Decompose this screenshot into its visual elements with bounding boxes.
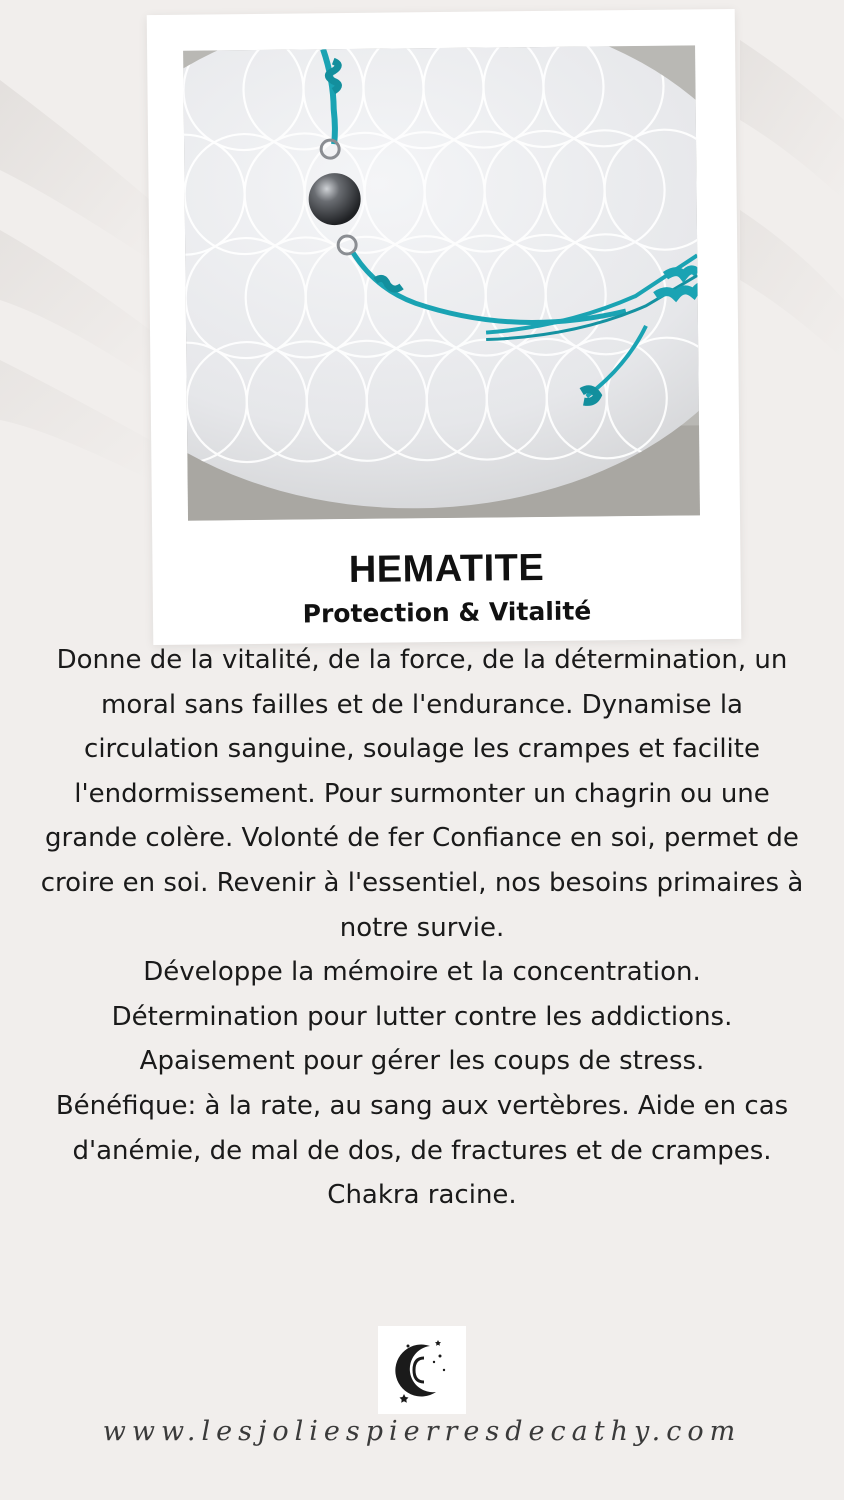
- stone-title: HEMATITE: [348, 546, 545, 592]
- description-paragraph: Bénéfique: à la rate, au sang aux vertèbres. Aide en cas d'anémie, de mal de dos, de fractures et de crampes.: [55, 1090, 789, 1166]
- polaroid-card: [147, 9, 742, 645]
- description-paragraph: Donne de la vitalité, de la force, de la détermination, un moral sans failles et de l'endurance. Dynamise la circulation sanguine, soulage les crampes et facilite l'endormissement. Pour surmonter un chagrin ou une grande colère. Volonté de fer Confiance en soi, permet de croire en soi. Revenir à l'essentiel, nos besoins primaires à notre survie.: [40, 645, 804, 943]
- crescent-moon-letter-c-icon: [378, 1326, 466, 1414]
- description-paragraph: Apaisement pour gérer les coups de stress.: [139, 1046, 705, 1077]
- bracelet-photo-illustration: [183, 45, 700, 520]
- stone-subtitle: Protection & Vitalité: [302, 596, 592, 629]
- website-url: www.lesjoliespierresdecathy.com: [102, 1416, 742, 1447]
- description-paragraph: Développe la mémoire et la concentration.: [143, 957, 701, 988]
- stone-description: [30, 638, 814, 1218]
- product-photo: [183, 45, 700, 520]
- description-paragraph: Détermination pour lutter contre les addictions.: [111, 1001, 733, 1032]
- description-paragraph: Chakra racine.: [327, 1180, 517, 1211]
- brand-logo: [378, 1326, 466, 1414]
